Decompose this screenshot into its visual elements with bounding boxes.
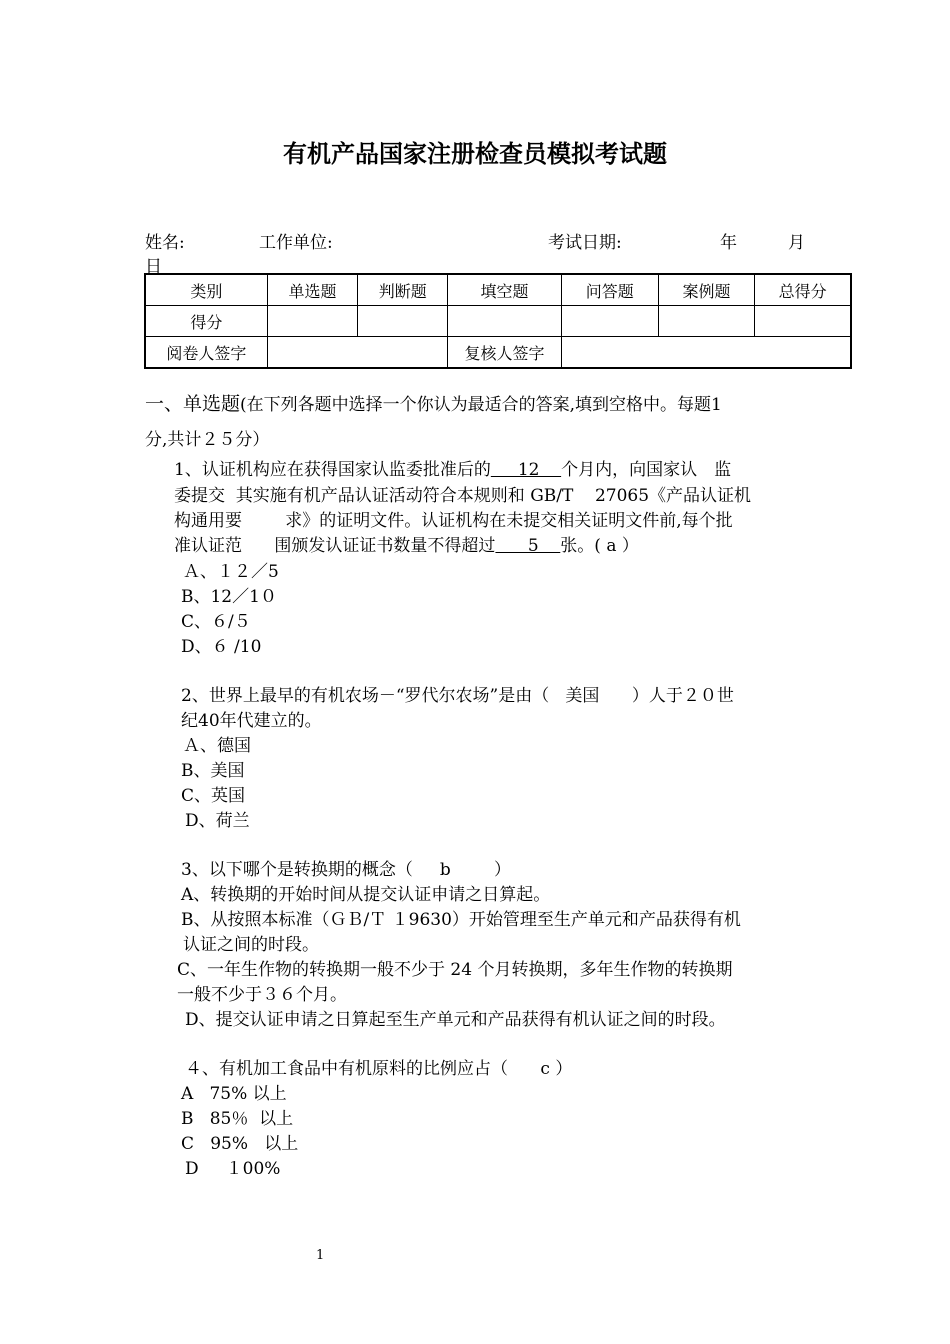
q1-option-b: B、12／1０ — [181, 587, 277, 607]
header-true-false: 判断题 — [358, 274, 448, 306]
score-cell[interactable] — [358, 306, 448, 337]
checker-signature-cell[interactable] — [561, 337, 851, 369]
q1-answer-blank: 12 — [490, 460, 562, 480]
day-label: 日 — [145, 257, 162, 277]
page-title: 有机产品国家注册检查员模拟考试题 — [283, 140, 667, 168]
section-instruction-cont: 分,共计２５分） — [145, 430, 270, 450]
checker-label: 复核人签字 — [448, 337, 561, 369]
q1-option-c: C、６/５ — [181, 612, 251, 632]
work-unit-label: 工作单位: — [259, 233, 333, 253]
table-header-row — [145, 274, 851, 306]
q1-line-1 — [174, 458, 731, 482]
reviewer-signature-cell[interactable] — [267, 337, 448, 369]
score-cell[interactable] — [267, 306, 357, 337]
score-label: 得分 — [145, 306, 267, 337]
q1-option-d: D、６ /10 — [181, 637, 262, 657]
exam-date-label: 考试日期: — [548, 233, 622, 253]
q1-line-3: 构通用要 求》的证明文件。认证机构在未提交相关证明文件前,每个批 — [174, 511, 733, 531]
table-row — [145, 306, 851, 337]
q1-text: 准认证范 围颁发认证证书数量不得超过 — [174, 536, 496, 556]
q1-answer-blank: 5 — [495, 536, 561, 556]
q3-option-c: C、一年生作物的转换期一般不少于 24 个月转换期，多年生作物的转换期 — [177, 960, 733, 980]
q4-option-c: C 95% 以上 — [181, 1134, 299, 1154]
header-single-choice: 单选题 — [267, 274, 357, 306]
name-label: 姓名: — [145, 233, 185, 253]
score-cell[interactable] — [658, 306, 754, 337]
header-qa: 问答题 — [561, 274, 658, 306]
q3-option-b-cont: 认证之间的时段。 — [183, 935, 319, 955]
q4-line-1: ４、有机加工食品中有机原料的比例应占（ c ） — [185, 1059, 573, 1079]
q3-option-c-cont: 一般不少于３６个月。 — [177, 985, 347, 1005]
page-number: 1 — [316, 1248, 325, 1263]
q2-option-c: C、英国 — [181, 786, 246, 806]
header-case: 案例题 — [658, 274, 754, 306]
section-instruction: (在下列各题中选择一个你认为最适合的答案,填到空格中。每题1 — [240, 395, 722, 415]
score-cell[interactable] — [561, 306, 658, 337]
header-total: 总得分 — [755, 274, 851, 306]
q1-line-4 — [174, 534, 639, 558]
q2-line-1: 2、世界上最早的有机农场－“罗代尔农场”是由（ 美国 ）人于２０世 — [181, 686, 734, 706]
q4-option-a: A 75% 以上 — [181, 1084, 287, 1104]
month-label: 月 — [788, 233, 805, 253]
q3-option-b: B、从按照本标准（ＧＢ/Ｔ １9630）开始管理至生产单元和产品获得有机 — [181, 910, 741, 930]
q4-option-b: B 85％ 以上 — [181, 1109, 294, 1129]
table-row — [145, 337, 851, 369]
section-title: 一、单选题 — [145, 393, 241, 415]
score-cell[interactable] — [448, 306, 561, 337]
q1-option-a: Ａ、１２／5 — [183, 562, 279, 582]
q2-option-d: D、荷兰 — [185, 811, 250, 831]
q1-text: 张。( a ） — [560, 536, 639, 556]
q2-line-2: 纪40年代建立的。 — [181, 711, 322, 731]
year-label: 年 — [720, 233, 737, 253]
header-category: 类别 — [145, 274, 267, 306]
q4-option-d: D １00% — [185, 1159, 281, 1179]
q1-text: 个月内，向国家认 监 — [561, 460, 732, 480]
section-heading — [145, 392, 722, 417]
score-table — [144, 273, 852, 369]
reviewer-label: 阅卷人签字 — [145, 337, 267, 369]
q1-text: 1、认证机构应在获得国家认监委批准后的 — [174, 460, 491, 480]
q1-line-2: 委提交 其实施有机产品认证活动符合本规则和 GB/T 27065《产品认证机 — [174, 486, 752, 506]
q3-line-1: 3、以下哪个是转换期的概念（ b ） — [181, 860, 511, 880]
q3-option-d: D、提交认证申请之日算起至生产单元和产品获得有机认证之间的时段。 — [185, 1010, 726, 1030]
header-fill-blank: 填空题 — [448, 274, 561, 306]
q2-option-a: Ａ、德国 — [183, 736, 251, 756]
q2-option-b: B、美国 — [181, 761, 245, 781]
score-cell[interactable] — [755, 306, 851, 337]
q3-option-a: A、转换期的开始时间从提交认证申请之日算起。 — [181, 885, 551, 905]
